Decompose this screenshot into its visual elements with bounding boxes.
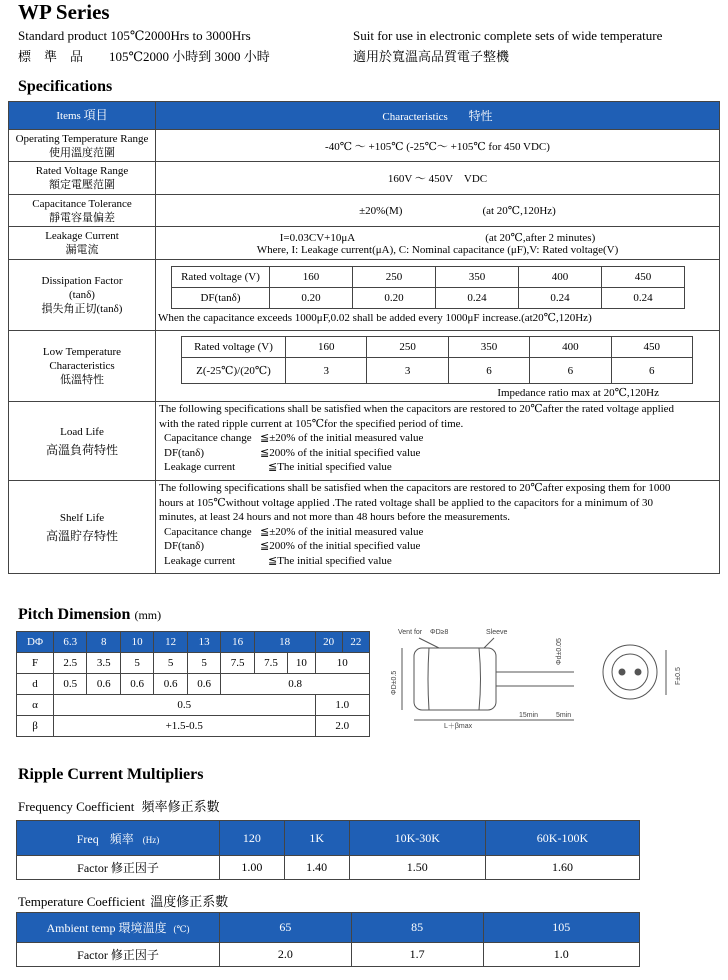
spec-value <box>156 481 720 574</box>
shelflife-text2: hours at 105℃without voltage applied .The rated voltage shall be applied to the capacitors for a minimum of 30 <box>159 496 654 509</box>
pitch-lead-d-value: 0.6 <box>87 674 120 695</box>
pitch-unit: (mm) <box>134 608 162 622</box>
tolerance-condition: (at 20℃,120Hz) <box>482 205 556 217</box>
dim-f-label: F±0.5 <box>675 667 682 685</box>
capacitor-body <box>414 648 496 710</box>
pitch-f-value: 5 <box>154 653 187 674</box>
lowtemp-value: 3 <box>286 358 367 384</box>
dim-d-label: ΦD±0.5 <box>391 670 398 695</box>
temp-factor: 1.0 <box>483 943 640 967</box>
lowtemp-voltage: 250 <box>367 337 448 358</box>
pitch-f-value: 10 <box>315 653 370 674</box>
pitch-lead-d-value: 0.6 <box>120 674 153 695</box>
leakage-condition: (at 20℃,after 2 minutes) <box>485 231 596 244</box>
temp-value: 105 <box>483 913 640 943</box>
items-header-cn: 項目 <box>83 108 108 122</box>
df-note: When the capacitance exceeds 1000μF,0.02 shall be added every 1000μF increase.(at20℃,120Hz) <box>158 312 592 324</box>
spec-label-en: Load Life <box>60 426 104 438</box>
sleeve-label: Sleeve <box>486 629 508 636</box>
spec-value: -40℃ ～ +105℃ (-25℃～ +105℃ for 450 VDC) <box>156 130 720 162</box>
pitch-d-head: DΦ <box>17 632 54 653</box>
pitch-alpha-value: 1.0 <box>315 695 370 716</box>
df-voltage-head: Rated voltage (V) <box>172 267 270 288</box>
spec-row-shelflife <box>9 481 720 574</box>
pitch-beta-head: β <box>17 716 54 737</box>
pitch-f-value: 10 <box>288 653 315 674</box>
spec-row-loadlife <box>9 402 720 481</box>
shelflife-item-value: ≦±20% of the initial measured value <box>260 525 424 538</box>
lowtemp-table <box>181 336 693 384</box>
pitch-table <box>16 631 370 737</box>
pitch-alpha-value: 0.5 <box>54 695 316 716</box>
pitch-beta-value: 2.0 <box>315 716 370 737</box>
factor-head-en: Factor <box>77 948 108 962</box>
spec-label <box>9 130 156 162</box>
spec-label-en2: Characteristics <box>49 360 115 372</box>
spec-value: 160V ～ 450V VDC <box>156 162 720 195</box>
specifications-heading: Specifications <box>18 78 113 95</box>
spec-label-cn: 損失角正切(tanδ) <box>41 303 123 315</box>
temperature-coefficient-table <box>16 912 640 967</box>
df-value: 0.24 <box>436 288 519 309</box>
loadlife-item-key: DF(tanδ) <box>164 446 205 459</box>
spec-row-tolerance <box>9 195 720 227</box>
loadlife-item-key: Leakage current <box>164 461 236 473</box>
freq-header <box>17 821 220 856</box>
spec-label-cn: 使用溫度范圍 <box>49 146 115 159</box>
temp-title-cn: 溫度修正系數 <box>150 894 229 909</box>
capacitor-end-inner <box>612 654 648 690</box>
lowtemp-value: 6 <box>448 358 529 384</box>
pitch-diameter: 13 <box>187 632 220 653</box>
temp-header <box>17 913 220 943</box>
temp-coefficient-title <box>18 891 228 910</box>
capacitor-dimension-drawing <box>384 620 684 730</box>
freq-value: 1K <box>284 821 349 856</box>
spec-label <box>9 227 156 260</box>
shelflife-text3: minutes, at least 24 hours and not more than 48 hours before the measurements. <box>159 511 510 523</box>
pitch-diameter: 22 <box>342 632 369 653</box>
spec-value <box>156 402 720 481</box>
loadlife-text2: with the rated ripple current at 105℃for the specified period of time. <box>159 417 464 430</box>
capacitor-end-view <box>603 645 657 699</box>
freq-factor: 1.40 <box>284 856 349 880</box>
temp-factor-header <box>17 943 220 967</box>
leakage-where: Where, I: Leakage current(μA), C: Nominal capacitance (μF),V: Rated voltage(V) <box>256 243 619 256</box>
df-value: 0.20 <box>270 288 353 309</box>
vent-leader <box>419 638 439 648</box>
shelflife-text1: The following specifications shall be satisfied when the capacitors are restored to 20℃after exposing them for 1000 <box>159 482 671 494</box>
characteristics-header <box>156 102 720 130</box>
pitch-f-value: 2.5 <box>54 653 87 674</box>
freq-value: 120 <box>220 821 285 856</box>
spec-label <box>9 331 156 402</box>
df-voltage: 400 <box>519 267 602 288</box>
spec-label <box>9 260 156 331</box>
freq-factor: 1.00 <box>220 856 285 880</box>
shelflife-item-key: Leakage current <box>164 554 236 567</box>
lowtemp-voltage: 400 <box>530 337 611 358</box>
temp-factor: 2.0 <box>220 943 352 967</box>
specifications-table <box>8 101 720 574</box>
spec-label-en2: (tanδ) <box>69 289 95 301</box>
factor-head-cn: 修正因子 <box>110 948 159 962</box>
spec-value <box>156 260 720 331</box>
pitch-heading-label: Pitch Dimension <box>18 606 131 623</box>
temp-title-en: Temperature Coefficient <box>18 894 145 909</box>
vent-label-2: ΦD≥8 <box>430 629 449 636</box>
page-title: WP Series <box>18 0 110 24</box>
temp-head-en: Ambient temp <box>46 921 116 935</box>
lowtemp-voltage: 160 <box>286 337 367 358</box>
pitch-lead-d-value: 0.8 <box>221 674 370 695</box>
pitch-diameter: 16 <box>221 632 254 653</box>
pitch-f-value: 5 <box>187 653 220 674</box>
spec-label-en: Leakage Current <box>45 230 119 242</box>
vent-label: Vent for <box>398 629 423 636</box>
pitch-alpha-head: α <box>17 695 54 716</box>
df-voltage: 160 <box>270 267 353 288</box>
shelflife-item-key: DF(tanδ) <box>164 540 205 552</box>
pitch-f-value: 7.5 <box>221 653 254 674</box>
temp-head-unit: (℃) <box>173 924 190 934</box>
spec-row-voltage <box>9 162 720 195</box>
freq-value: 60K-100K <box>485 821 639 856</box>
spec-label <box>9 481 156 574</box>
lowtemp-value-head: Z(-25℃)/(20℃) <box>182 358 286 384</box>
capacitor-groove <box>428 648 429 710</box>
characteristics-header-cn: 特性 <box>468 109 493 123</box>
lowtemp-voltage: 450 <box>611 337 692 358</box>
leakage-formula: I=0.03CV+10μA <box>279 231 356 244</box>
tolerance-value: ±20%(M) <box>359 205 403 217</box>
pitch-diameter: 8 <box>87 632 120 653</box>
spec-label-cn: 高溫負荷特性 <box>45 443 118 457</box>
pitch-lead-d-value: 0.6 <box>187 674 220 695</box>
spec-value <box>156 227 720 260</box>
spec-label-cn: 低溫特性 <box>60 374 104 386</box>
shelflife-item-value: ≦The initial specified value <box>268 554 392 567</box>
loadlife-item-value: ≦200% of the initial specified value <box>260 446 421 459</box>
temp-value: 65 <box>220 913 352 943</box>
freq-factor: 1.50 <box>349 856 485 880</box>
intro-line2-left: 標 準 品 105℃2000 小時到 3000 小時 <box>18 49 270 64</box>
factor-head-cn: 修正因子 <box>110 861 159 875</box>
spec-row-lowtemp <box>9 331 720 402</box>
pitch-diameter: 12 <box>154 632 187 653</box>
intro-line1-left: Standard product 105℃2000Hrs to 3000Hrs <box>18 28 251 43</box>
lead-dot-left <box>619 669 625 675</box>
freq-title-en: Frequency Coefficient <box>18 799 135 814</box>
lowtemp-value: 6 <box>611 358 692 384</box>
sleeve-leader <box>484 638 494 648</box>
capacitor-sleeve-edge <box>479 648 481 710</box>
spec-label-en: Shelf Life <box>59 512 105 524</box>
lowtemp-value: 6 <box>530 358 611 384</box>
spec-value <box>156 331 720 402</box>
frequency-coefficient-table <box>16 820 640 880</box>
lead-dot-right <box>635 669 641 675</box>
intro-line1-right: Suit for use in electronic complete sets of wide temperature <box>353 28 663 43</box>
spec-label-en: Dissipation Factor <box>41 275 123 287</box>
spec-label-cn: 靜電容量偏差 <box>49 211 115 224</box>
spec-label-cn: 額定電壓范圍 <box>49 179 115 191</box>
loadlife-item-value: ≦The initial specified value <box>268 461 392 473</box>
spec-label <box>9 195 156 227</box>
pitch-heading <box>18 606 161 624</box>
pitch-f-value: 7.5 <box>254 653 287 674</box>
freq-coefficient-title <box>18 796 220 815</box>
characteristics-header-label: Characteristics <box>382 111 448 123</box>
freq-factor: 1.60 <box>485 856 639 880</box>
df-value: 0.20 <box>353 288 436 309</box>
pitch-diameter: 20 <box>315 632 342 653</box>
spec-value <box>156 195 720 227</box>
shelflife-item-value: ≦200% of the initial specified value <box>260 540 421 552</box>
dim-15-label: 15min <box>519 712 539 719</box>
freq-factor-header <box>17 856 220 880</box>
df-voltage: 350 <box>436 267 519 288</box>
spec-label-cn: 高溫貯存特性 <box>45 529 118 543</box>
freq-value: 10K-30K <box>349 821 485 856</box>
spec-row-leakage <box>9 227 720 260</box>
factor-head-en: Factor <box>77 861 108 875</box>
spec-label <box>9 162 156 195</box>
freq-head-unit: (Hz) <box>142 834 160 845</box>
spec-label-en: Capacitance Tolerance <box>32 197 132 210</box>
freq-head-en: Freq <box>76 831 99 846</box>
pitch-diameter: 18 <box>254 632 315 653</box>
pitch-f-value: 3.5 <box>87 653 120 674</box>
df-voltage: 450 <box>602 267 685 288</box>
pitch-f-value: 5 <box>120 653 153 674</box>
intro-line2-right: 適用於寬溫高品質電子整機 <box>353 49 510 64</box>
ripple-heading: Ripple Current Multipliers <box>18 766 204 783</box>
dim-l-label: L＋βmax <box>444 723 473 730</box>
spec-label-en: Operating Temperature Range <box>15 132 149 145</box>
dim-lead-d-label: Φd±0.05 <box>556 638 563 665</box>
spec-label-en: Low Temperature <box>42 346 122 358</box>
temp-head-cn: 環境溫度 <box>118 921 167 935</box>
df-value: 0.24 <box>602 288 685 309</box>
spec-label <box>9 402 156 481</box>
lowtemp-voltage-head: Rated voltage (V) <box>182 337 286 358</box>
lowtemp-note: Impedance ratio max at 20℃,120Hz <box>497 387 659 399</box>
loadlife-text1: The following specifications shall be satisfied when the capacitors are restored to 20℃after the rated voltage applied <box>159 403 675 415</box>
temp-value: 85 <box>351 913 483 943</box>
df-value-head: DF(tanδ) <box>172 288 270 309</box>
freq-title-cn: 頻率修正系數 <box>141 799 220 814</box>
pitch-diameter: 6.3 <box>54 632 87 653</box>
df-value: 0.24 <box>519 288 602 309</box>
spec-row-df <box>9 260 720 331</box>
spec-row-temp <box>9 130 720 162</box>
items-header <box>9 102 156 130</box>
items-header-label: Items <box>56 110 81 122</box>
loadlife-item-value: ≦±20% of the initial measured value <box>260 432 424 444</box>
pitch-lead-d-value: 0.5 <box>54 674 87 695</box>
freq-head-cn: 頻率 <box>109 831 134 846</box>
df-table <box>171 266 685 309</box>
shelflife-item-key: Capacitance change <box>164 525 252 538</box>
pitch-beta-value: +1.5-0.5 <box>54 716 316 737</box>
df-voltage: 250 <box>353 267 436 288</box>
loadlife-item-key: Capacitance change <box>164 432 252 444</box>
dim-5-label: 5min <box>556 712 572 719</box>
spec-label-cn: 漏電流 <box>65 244 99 256</box>
spec-label-en: Rated Voltage Range <box>35 165 129 177</box>
lowtemp-voltage: 350 <box>448 337 529 358</box>
pitch-f-head: F <box>17 653 54 674</box>
lowtemp-value: 3 <box>367 358 448 384</box>
pitch-lead-d-value: 0.6 <box>154 674 187 695</box>
pitch-diameter: 10 <box>120 632 153 653</box>
pitch-lead-d-head: d <box>17 674 54 695</box>
temp-factor: 1.7 <box>351 943 483 967</box>
